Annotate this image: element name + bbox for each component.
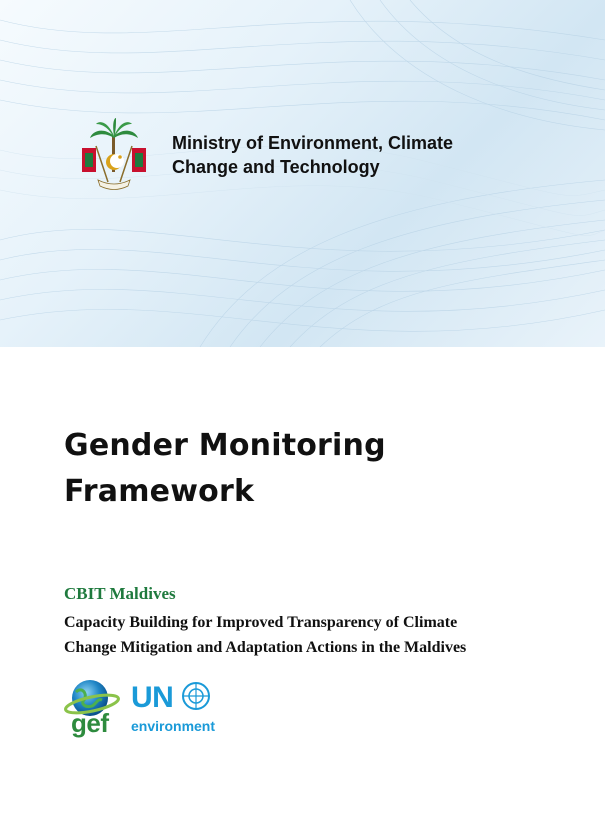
un-environment-text: environment — [131, 718, 216, 734]
document-title-line2: Framework — [64, 474, 255, 509]
project-subtitle-line1: Capacity Building for Improved Transparency of Climate — [64, 614, 458, 631]
un-logo-text — [131, 681, 211, 715]
un-emblem-icon — [181, 681, 211, 711]
ministry-name-line1: Ministry of Environment, Climate — [172, 133, 454, 153]
ministry-name — [172, 131, 592, 179]
gef-logo-text: gef — [71, 708, 109, 738]
document-title-line1: Gender Monitoring — [64, 428, 386, 463]
project-subtitle-line2: Change Mitigation and Adaptation Actions in the Maldives — [64, 639, 467, 656]
project-subtitle — [64, 610, 584, 660]
un-letters: UN — [131, 681, 174, 714]
project-name: CBIT Maldives — [64, 584, 176, 603]
ministry-name-line2: Change and Technology — [172, 157, 380, 177]
maldives-emblem-icon — [78, 118, 150, 194]
document-title — [64, 423, 564, 515]
